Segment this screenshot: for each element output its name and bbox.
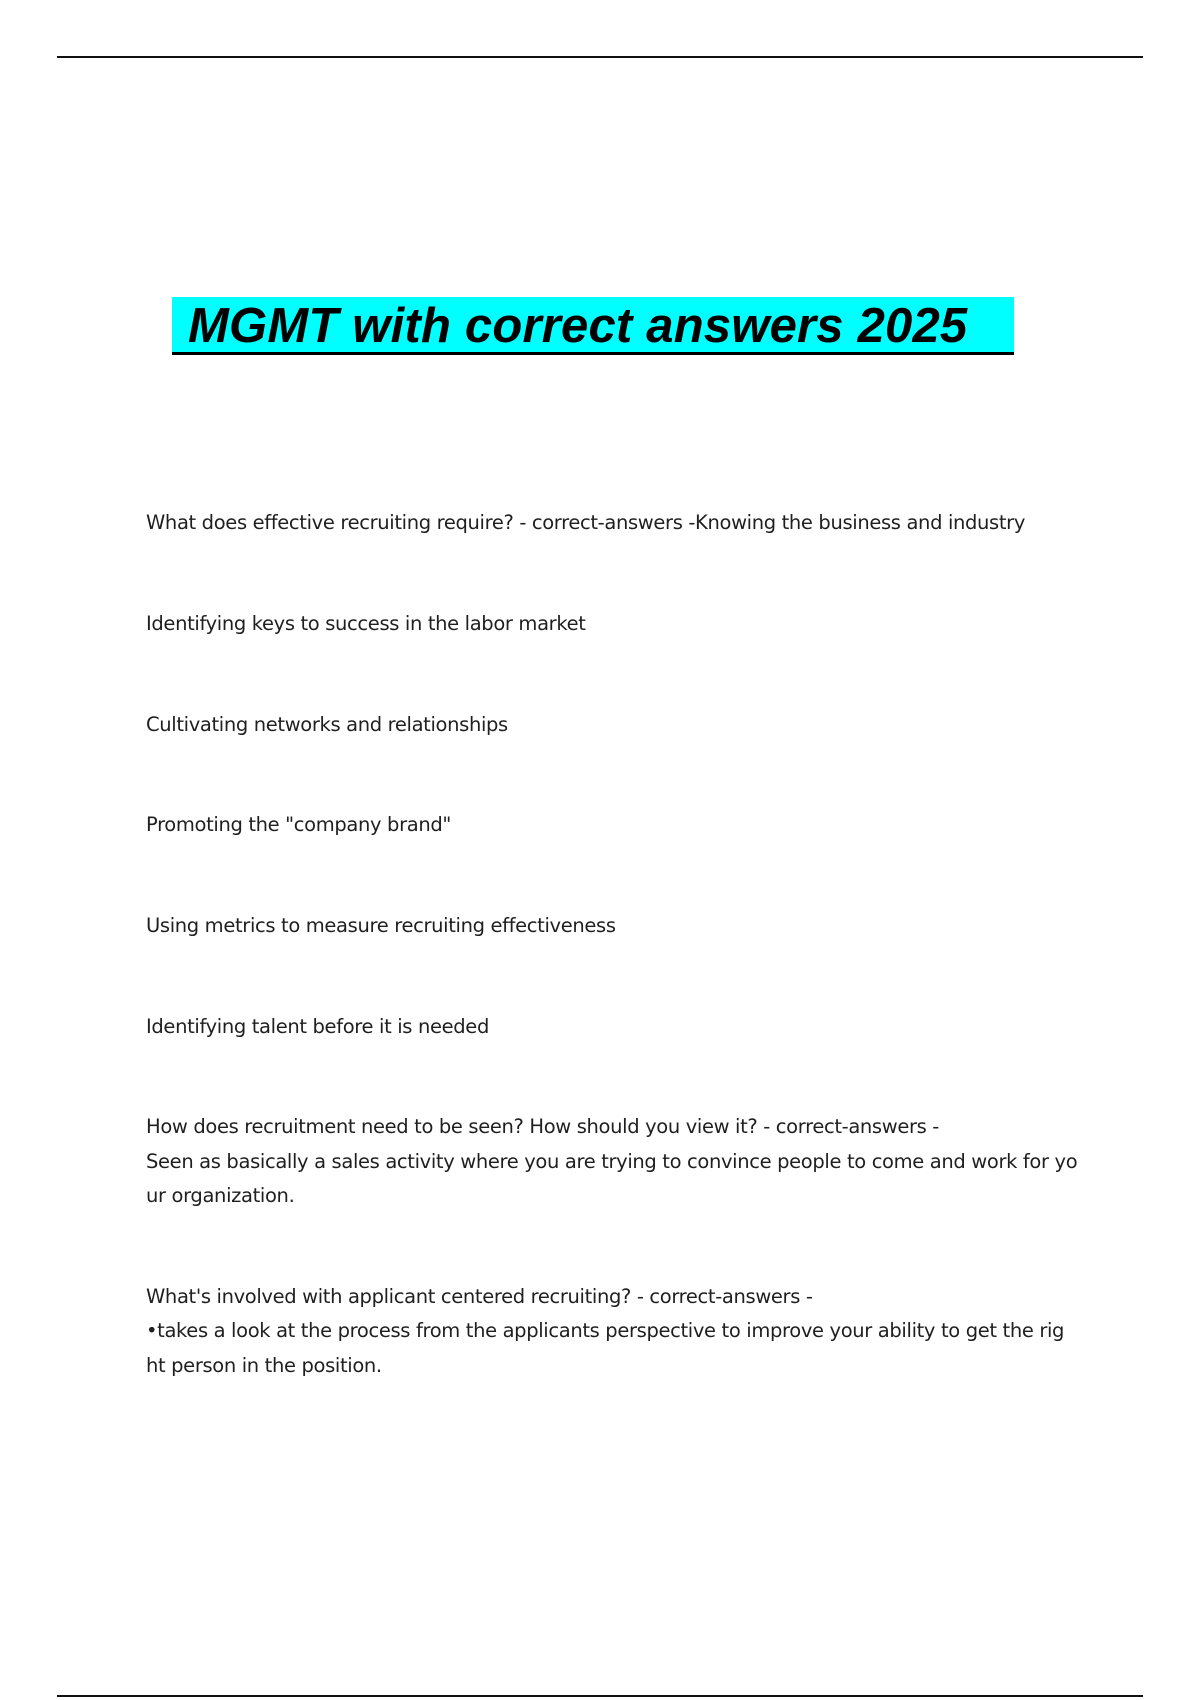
- question-2-line: How does recruitment need to be seen? How should you view it? - correct-answers -: [146, 1115, 939, 1138]
- question-3-line: What's involved with applicant centered recruiting? - correct-answers -: [146, 1285, 813, 1308]
- answer-item-line: Using metrics to measure recruiting effectiveness: [146, 914, 616, 937]
- answer-item-line: Identifying talent before it is needed: [146, 1015, 489, 1038]
- answer-3-line: ht person in the position.: [146, 1354, 382, 1377]
- answer-item-line: Identifying keys to success in the labor market: [146, 612, 586, 635]
- answer-2-line: Seen as basically a sales activity where you are trying to convince people to come and work for yo: [146, 1150, 1078, 1173]
- page-top-rule: [57, 56, 1143, 58]
- document-title-highlight: [172, 297, 1014, 355]
- document-title: MGMT with correct answers 2025: [188, 299, 968, 353]
- answer-3-line: •takes a look at the process from the applicants perspective to improve your ability to get the rig: [146, 1319, 1065, 1342]
- page-bottom-rule: [57, 1695, 1143, 1697]
- question-1-line: What does effective recruiting require? - correct-answers -Knowing the business and industry: [146, 511, 1026, 534]
- answer-2-line: ur organization.: [146, 1184, 295, 1207]
- answer-item-line: Promoting the "company brand": [146, 813, 452, 836]
- answer-item-line: Cultivating networks and relationships: [146, 713, 508, 736]
